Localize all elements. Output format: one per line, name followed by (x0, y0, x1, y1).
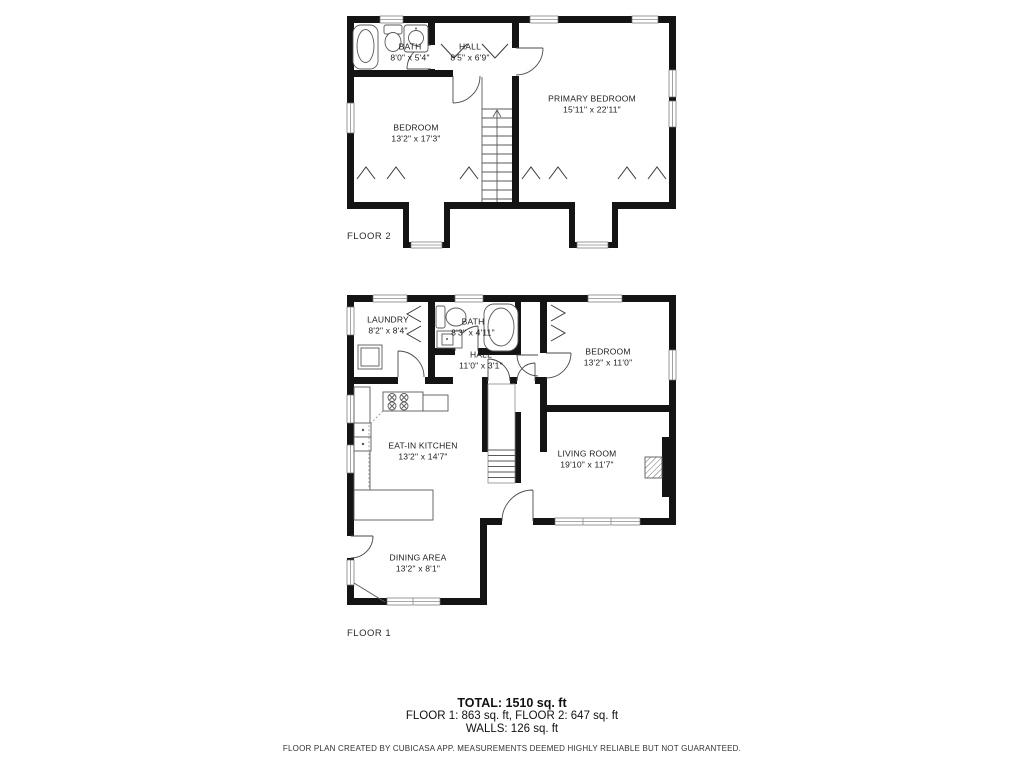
room-label-bedroom-f1: BEDROOM 13'2" x 11'0" (583, 346, 633, 367)
floor-areas-text: FLOOR 1: 863 sq. ft, FLOOR 2: 647 sq. ft (405, 710, 619, 722)
room-label-bath-f1: BATH 8'3" x 4'11" (451, 316, 495, 337)
floor1-label: FLOOR 1 (347, 628, 392, 639)
staircase-floor2 (482, 77, 512, 202)
kitchen-peninsula (354, 490, 433, 520)
disclaimer-text: FLOOR PLAN CREATED BY CUBICASA APP. MEASUREMENTS DEEMED HIGHLY RELIABLE BUT NOT GUARANTEED. (282, 744, 742, 753)
room-label-primary-bedroom: PRIMARY BEDROOM 15'11" x 22'11" (548, 93, 636, 114)
staircase-floor1 (488, 384, 515, 483)
total-area-text: TOTAL: 1510 sq. ft (457, 696, 567, 710)
room-label-hall-f2: HALL 8'5" x 6'9" (450, 41, 490, 62)
kitchen-sink-icon (354, 423, 371, 451)
room-label-bath-f2: BATH 8'0" x 5'4" (390, 41, 430, 62)
laundry-appliance-icon (358, 345, 382, 369)
room-label-living-room: LIVING ROOM 19'10" x 11'7" (557, 448, 617, 469)
room-label-dining-area: DINING AREA 13'2" x 8'1" (389, 552, 447, 573)
bathtub-icon (353, 25, 378, 69)
room-label-bedroom-f2: BEDROOM 13'2" x 17'3" (391, 122, 441, 143)
room-label-laundry: LAUNDRY 8'2" x 8'4" (367, 314, 409, 335)
stove-icon (383, 392, 423, 411)
walls-area-text: WALLS: 126 sq. ft (465, 723, 559, 735)
fireplace-icon (645, 457, 662, 478)
counter-section (423, 395, 448, 411)
floor2-label: FLOOR 2 (347, 231, 392, 242)
room-label-hall-f1: HALL 11'0" x 3'1" (459, 349, 503, 370)
room-label-kitchen: EAT-IN KITCHEN 13'2" x 14'7" (388, 440, 458, 461)
